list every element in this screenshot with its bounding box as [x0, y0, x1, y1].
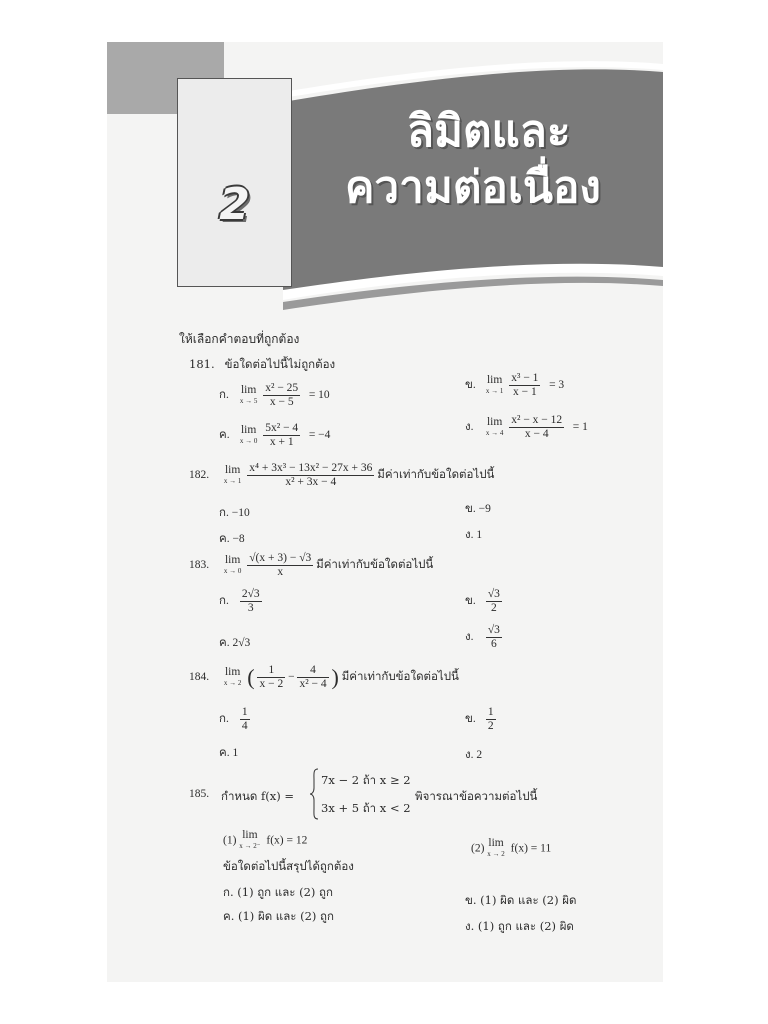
q181-option-b: [465, 372, 564, 399]
frac-denominator: x² − 4: [299, 678, 327, 690]
q183-number: 183.: [189, 559, 210, 572]
lim-sub: x → 2: [487, 850, 505, 858]
frac-numerator: √(x + 3) − √3: [249, 552, 312, 564]
lim-sub: x → 0: [223, 566, 242, 575]
lim-text: lim: [240, 383, 257, 396]
q184-option-c: ค. 1: [219, 747, 239, 759]
q185-brace: [309, 768, 319, 820]
frac-denominator: 2: [491, 602, 497, 614]
q181-option-d: [465, 414, 588, 441]
frac-numerator: √3: [487, 588, 500, 600]
instruction: ให้เลือกคำตอบที่ถูกต้อง: [179, 332, 300, 346]
minus-sign: −: [288, 671, 295, 684]
q181-b-rhs: = 3: [549, 379, 565, 392]
frac-denominator: x − 2: [259, 678, 284, 690]
statement1-label: (1): [223, 834, 237, 847]
frac-numerator: x⁴ + 3x³ − 13x² − 27x + 36: [249, 462, 373, 474]
chapter-title-line2: ความต่อเนื่อง: [345, 162, 601, 213]
lim-sub: x → 0: [239, 436, 258, 445]
q184-text: มีค่าเท่ากับข้อใดต่อไปนี้: [341, 669, 459, 684]
frac-numerator: 2√3: [241, 588, 260, 600]
q184-option-b: [465, 706, 496, 733]
lim-sub: x → 5: [239, 396, 258, 405]
q185-option-c: ค. (1) ผิด และ (2) ถูก: [223, 909, 334, 923]
frac-denominator: x + 1: [269, 436, 294, 448]
frac-denominator: 2: [487, 720, 494, 732]
lim-sub: x → 1: [223, 476, 242, 485]
lim-sub: x → 2⁻: [239, 842, 261, 850]
q181-option-a: [219, 382, 330, 409]
frac-numerator: 1: [487, 706, 494, 718]
lim-text: lim: [486, 373, 503, 386]
q183-a-label: ก.: [219, 595, 229, 608]
q184-number: 184.: [189, 671, 210, 684]
q185-define: กำหนด f(x) =: [221, 789, 294, 803]
q181-a-rhs: = 10: [308, 389, 330, 402]
q181-text: ข้อใดต่อไปนี้ไม่ถูกต้อง: [224, 357, 336, 371]
q182-text: มีค่าเท่ากับข้อใดต่อไปนี้: [377, 467, 495, 482]
q181-number: 181.: [189, 357, 215, 371]
q182-number: 182.: [189, 469, 210, 482]
q181-c-rhs: = −4: [308, 429, 331, 442]
q183-option-b: [465, 588, 502, 615]
q182-stem: [189, 462, 494, 489]
frac-denominator: x: [277, 566, 284, 578]
q183-option-c: ค. 2√3: [219, 637, 251, 649]
book-page: [107, 42, 663, 982]
q183-d-label: ง.: [465, 631, 474, 644]
lim-text: lim: [488, 837, 504, 849]
frac-numerator: 1: [257, 664, 285, 678]
q181-c-label: ค.: [219, 429, 230, 442]
q182-option-a: ก. −10: [219, 507, 250, 519]
q185-statement2: [471, 838, 551, 860]
q185-number: 185.: [189, 788, 210, 800]
lim-text: lim: [486, 415, 503, 428]
q184-option-d: ง. 2: [465, 749, 483, 761]
lim-text: lim: [242, 829, 258, 841]
q182-option-d: ง. 1: [465, 529, 483, 541]
lim-sub: x → 4: [485, 428, 504, 437]
q182-option-c: ค. −8: [219, 533, 245, 545]
frac-denominator: 4: [241, 720, 248, 732]
frac-denominator: x − 5: [269, 396, 294, 408]
lim-text: lim: [224, 665, 241, 678]
q184-stem: 184. lim x → 2 ( $\frac{1}{x - 2}$ − $\frac{4}{\text{x² − 4}}$ ) มีค่าเท่ากับข้อใดต่อไปนี้: [189, 664, 459, 690]
frac-denominator: x² + 3x − 4: [285, 476, 337, 488]
q183-option-a: [219, 588, 262, 615]
q183-option-d: [465, 624, 502, 651]
frac-denominator: x − 1: [512, 386, 537, 398]
q183-stem: [189, 552, 433, 579]
q185-case1: 7x − 2 ถ้า x ≥ 2: [321, 773, 411, 787]
q185-statement1: [223, 830, 307, 852]
q181-d-rhs: = 1: [572, 421, 588, 434]
q182-option-b: ข. −9: [465, 503, 491, 515]
q185-prompt: ข้อใดต่อไปนี้สรุปได้ถูกต้อง: [223, 859, 354, 873]
frac-numerator: √3: [487, 624, 500, 636]
statement2-rhs: f(x) = 11: [510, 842, 552, 855]
frac-denominator: x − 4: [524, 428, 549, 440]
statement2-label: (2): [471, 842, 485, 855]
q185-case2: 3x + 5 ถ้า x < 2: [321, 801, 411, 815]
q184-b-label: ข.: [465, 713, 476, 726]
statement1-rhs: f(x) = 12: [266, 834, 308, 847]
q185-option-a: ก. (1) ถูก และ (2) ถูก: [223, 885, 333, 899]
q185-option-d: ง. (1) ถูก และ (2) ผิด: [465, 919, 574, 933]
frac-numerator: x² − x − 12: [511, 414, 563, 426]
q185-text: พิจารณาข้อความต่อไปนี้: [415, 789, 538, 803]
frac-numerator: x² − 25: [265, 382, 299, 394]
frac-numerator: 5x² − 4: [265, 422, 299, 434]
q184-a-label: ก.: [219, 713, 229, 726]
lim-text: lim: [240, 423, 257, 436]
lim-text: lim: [224, 463, 241, 476]
q183-text: มีค่าเท่ากับข้อใดต่อไปนี้: [316, 557, 434, 572]
q183-b-label: ข.: [465, 595, 476, 608]
frac-denominator: 6: [491, 638, 497, 650]
chapter-number: 2: [219, 179, 250, 230]
chapter-number-box: [177, 78, 292, 287]
chapter-title-line1: ลิมิตและ: [407, 106, 571, 157]
q181-b-label: ข.: [465, 379, 476, 392]
q181-stem: [189, 356, 335, 374]
lim-text: lim: [224, 553, 241, 566]
q185-option-b: ข. (1) ผิด และ (2) ผิด: [465, 893, 577, 907]
q181-d-label: ง.: [465, 421, 474, 434]
q181-a-label: ก.: [219, 389, 229, 402]
lim-sub: x → 1: [485, 386, 504, 395]
q184-option-a: [219, 706, 250, 733]
frac-numerator: 1: [241, 706, 248, 718]
frac-numerator: x³ − 1: [511, 372, 539, 384]
frac-numerator: 4: [297, 664, 328, 678]
frac-denominator: 3: [247, 602, 254, 614]
chapter-title: [345, 104, 663, 216]
q181-option-c: [219, 422, 330, 449]
lim-sub: x → 2: [223, 678, 242, 687]
